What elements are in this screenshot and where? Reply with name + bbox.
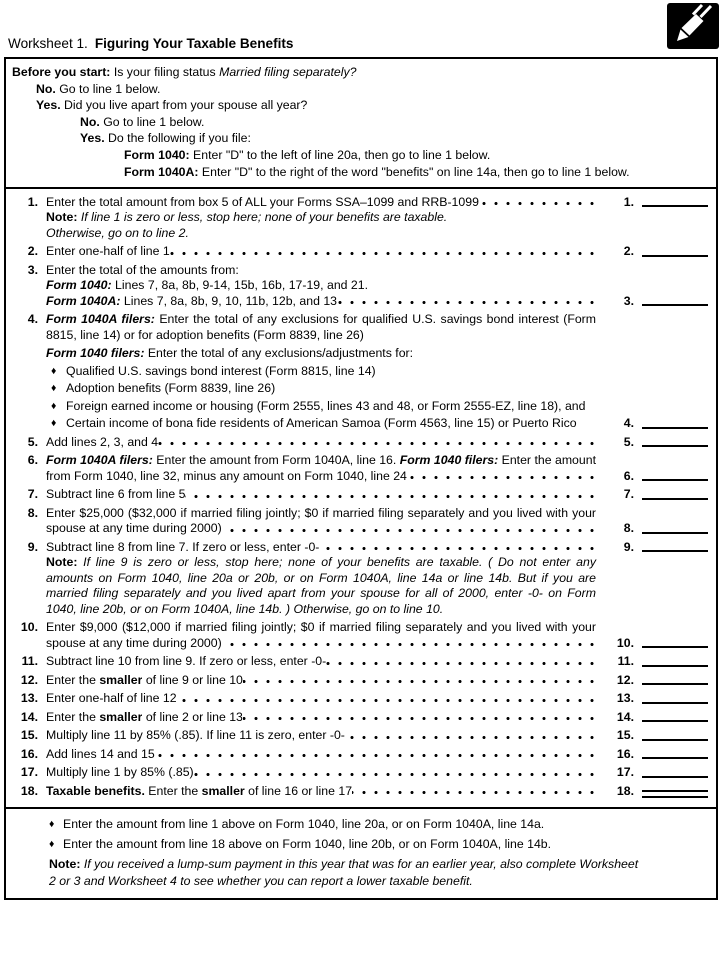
text-segment: Form 1040 filers: bbox=[399, 453, 499, 468]
before-you-start-row-5 bbox=[6, 130, 708, 147]
amount-line-number: 3. bbox=[600, 294, 642, 310]
text-segment: Qualified U.S. savings bond interest (Form 8815, line 14) bbox=[66, 363, 376, 378]
text-segment: Form 1040 filers: bbox=[46, 346, 145, 361]
worksheet-title: Figuring Your Taxable Benefits bbox=[94, 36, 294, 51]
amount-entry-line-5[interactable] bbox=[642, 445, 708, 447]
text-segment: Yes. bbox=[36, 98, 61, 113]
amount-line-number: 13. bbox=[600, 691, 642, 707]
amount-line-number: 6. bbox=[600, 469, 642, 485]
amount-entry-line-13[interactable] bbox=[642, 702, 708, 704]
amount-line-number: 17. bbox=[600, 765, 642, 781]
amount-field-12 bbox=[600, 673, 708, 689]
worksheet-item-7 bbox=[12, 487, 708, 503]
worksheet-text bbox=[46, 453, 708, 484]
worksheet-text bbox=[46, 747, 708, 763]
text-segment: Form 1040A filers: bbox=[46, 312, 155, 327]
amount-entry-line-1[interactable] bbox=[642, 205, 708, 207]
worksheet-text bbox=[46, 654, 708, 670]
item-number: 3. bbox=[27, 262, 38, 277]
diamond-bullet-icon: ♦ bbox=[51, 381, 56, 397]
diamond-bullet-icon: ♦ bbox=[49, 818, 55, 831]
worksheet-item-2 bbox=[12, 244, 708, 260]
before-you-start-row-2 bbox=[6, 81, 708, 98]
text-segment: Form 1040A: bbox=[46, 293, 121, 308]
text-segment: Adoption benefits (Form 8839, line 26) bbox=[66, 381, 276, 396]
amount-entry-line-12[interactable] bbox=[642, 683, 708, 685]
amount-line-number: 16. bbox=[600, 747, 642, 763]
worksheet-text bbox=[46, 244, 708, 260]
footer-bullet-row-1 bbox=[6, 816, 708, 832]
item-number: 6. bbox=[27, 453, 38, 468]
amount-field-17 bbox=[600, 765, 708, 781]
amount-line-number: 10. bbox=[600, 636, 642, 652]
text-segment: Enter the bbox=[144, 783, 202, 798]
amount-entry-line-18[interactable] bbox=[642, 790, 708, 799]
before-you-start-row-4 bbox=[6, 114, 708, 131]
footer-note bbox=[6, 854, 708, 889]
amount-field-2 bbox=[600, 244, 708, 260]
worksheet-item-5 bbox=[12, 435, 708, 451]
footer-bullet-row-2 bbox=[6, 836, 708, 852]
text-segment: If line 9 is zero or less, stop here; none of your benefits are taxable. ( Do not enter any amounts on Form 1040, line 20a or 20b, or on Form 1040A, line 14a or line 14b. But if you are married filing separately and you lived apart from your spouse for all of 2000, enter -0- on Form 1040, line 20b, or on Form 1040A, line 14b. ) Otherwise, go on to line 10. bbox=[46, 555, 596, 616]
worksheet-text bbox=[46, 435, 708, 451]
worksheet-text bbox=[46, 278, 708, 294]
text-segment: Form 1040: bbox=[46, 278, 112, 293]
worksheet-text bbox=[46, 555, 708, 617]
bullet-row bbox=[46, 364, 708, 380]
text-segment: Note: bbox=[49, 857, 81, 872]
amount-field-1 bbox=[600, 195, 708, 211]
item-number: 5. bbox=[27, 434, 38, 449]
amount-line-number: 7. bbox=[600, 487, 642, 503]
before-you-start-row-3 bbox=[6, 97, 708, 114]
text-segment: Add lines 14 and 15 bbox=[46, 746, 155, 761]
worksheet-item-16 bbox=[12, 747, 708, 763]
item-number: 18. bbox=[20, 783, 38, 798]
amount-field-16 bbox=[600, 747, 708, 763]
amount-field-14 bbox=[600, 710, 708, 726]
text-segment: Enter the amount from line 18 above on Form 1040, line 20b, or on Form 1040A, line 14b. bbox=[63, 836, 552, 851]
amount-line-number: 18. bbox=[600, 784, 642, 800]
worksheet-item-13 bbox=[12, 691, 708, 707]
worksheet-text bbox=[46, 195, 708, 211]
worksheet-item-9 bbox=[12, 540, 708, 618]
worksheet-text bbox=[46, 540, 708, 556]
text-segment: Note: bbox=[46, 555, 78, 570]
text-segment: Subtract line 10 from line 9. If zero or less, enter -0- bbox=[46, 654, 327, 669]
worksheet-text bbox=[46, 784, 708, 800]
amount-field-10 bbox=[600, 636, 708, 652]
worksheet-text bbox=[46, 487, 708, 503]
worksheet-item-12 bbox=[12, 673, 708, 689]
amount-entry-line-11[interactable] bbox=[642, 665, 708, 667]
amount-line-number: 5. bbox=[600, 435, 642, 451]
text-segment: Otherwise, go on to line 2. bbox=[46, 225, 189, 240]
amount-entry-line-2[interactable] bbox=[642, 255, 708, 257]
footer-instructions-box bbox=[4, 807, 718, 900]
worksheet-text bbox=[46, 294, 708, 310]
amount-line-number: 2. bbox=[600, 244, 642, 260]
amount-field-4 bbox=[600, 416, 708, 432]
amount-field-9 bbox=[600, 540, 708, 556]
worksheet-text bbox=[46, 673, 708, 689]
worksheet-text bbox=[46, 210, 708, 226]
amount-line-number: 11. bbox=[600, 654, 642, 670]
item-number: 11. bbox=[21, 654, 38, 669]
item-number: 8. bbox=[27, 505, 38, 520]
bullet-row bbox=[46, 381, 708, 397]
text-segment: Enter the total of any exclusions for qualified U.S. savings bond interest (Form 8815, line 14) or for adoption benefits (Form 8839, line 26) bbox=[46, 312, 597, 342]
text-segment: Is your filing status bbox=[110, 65, 220, 79]
item-number: 4. bbox=[27, 312, 38, 327]
worksheet-text bbox=[46, 506, 708, 537]
amount-line-number: 14. bbox=[600, 710, 642, 726]
text-segment: Enter the total of the amounts from: bbox=[46, 262, 239, 277]
text-segment: Married filing separately? bbox=[219, 65, 357, 79]
text-segment: smaller bbox=[99, 709, 143, 724]
text-segment: Enter the bbox=[46, 709, 100, 724]
text-segment: of line 16 or line 17 bbox=[244, 783, 353, 798]
page-title bbox=[8, 36, 294, 51]
amount-entry-line-6[interactable] bbox=[642, 479, 708, 481]
text-segment: Foreign earned income or housing (Form 2555, lines 43 and 48, or Form 2555-EZ, line 18), and bbox=[66, 398, 586, 413]
item-number: 15. bbox=[20, 728, 38, 743]
text-segment: Enter the amount from Form 1040A, line 16. bbox=[152, 453, 400, 468]
amount-entry-line-14[interactable] bbox=[642, 720, 708, 722]
text-segment: No. bbox=[80, 114, 100, 129]
text-segment: Form 1040A filers: bbox=[46, 453, 153, 468]
worksheet-item-3 bbox=[12, 263, 708, 310]
amount-field-18 bbox=[600, 784, 708, 800]
text-segment: Subtract line 6 from line 5 bbox=[46, 487, 186, 502]
item-number: 13. bbox=[20, 691, 38, 706]
amount-field-3 bbox=[600, 294, 708, 310]
amount-entry-line-3[interactable] bbox=[642, 304, 708, 306]
text-segment: smaller bbox=[99, 672, 143, 687]
worksheet-text bbox=[46, 710, 708, 726]
text-segment: Form 1040: bbox=[124, 147, 190, 162]
text-segment: Form 1040A: bbox=[124, 164, 199, 179]
worksheet-text bbox=[46, 312, 708, 343]
before-you-start-row-6 bbox=[6, 147, 708, 164]
amount-line-number: 1. bbox=[600, 195, 642, 211]
item-number: 10. bbox=[20, 620, 38, 635]
worksheet-lines-box bbox=[4, 187, 718, 811]
text-segment: No. bbox=[36, 81, 56, 96]
worksheet-text bbox=[46, 728, 708, 744]
text-segment: Certain income of bona fide residents of American Samoa (Form 4563, line 15) or Puerto Rico bbox=[66, 416, 577, 431]
text-segment: smaller bbox=[201, 783, 245, 798]
worksheet-text bbox=[46, 226, 708, 242]
text-segment: of line 9 or line 10 bbox=[142, 672, 243, 687]
text-segment: If line 1 is zero or less, stop here; none of your benefits are taxable. bbox=[77, 210, 448, 225]
worksheet-text bbox=[46, 765, 708, 781]
text-segment: Did you live apart from your spouse all year? bbox=[60, 98, 308, 113]
pencil-icon bbox=[667, 3, 719, 49]
amount-line-number: 9. bbox=[600, 540, 642, 556]
diamond-bullet-icon: ♦ bbox=[51, 416, 56, 432]
item-number: 16. bbox=[20, 746, 38, 761]
worksheet-item-8 bbox=[12, 506, 708, 537]
amount-line-number: 15. bbox=[600, 728, 642, 744]
text-segment: Before you start: bbox=[12, 65, 111, 79]
text-segment: Yes. bbox=[80, 131, 105, 146]
text-segment: Taxable benefits. bbox=[46, 783, 145, 798]
bullet-row bbox=[46, 416, 708, 432]
worksheet-text bbox=[46, 620, 708, 651]
bullet-row bbox=[46, 399, 708, 415]
text-segment: Add lines 2, 3, and 4 bbox=[46, 434, 159, 449]
worksheet-item-6 bbox=[12, 453, 708, 484]
text-segment: Enter $25,000 ($32,000 if married filing jointly; $0 if married filing separately and you lived with your spouse at any time during 2000) bbox=[46, 505, 596, 536]
text-segment: Enter the amount from line 1 above on Form 1040, line 20a, or on Form 1040A, line 14a. bbox=[63, 817, 545, 832]
worksheet-text bbox=[46, 263, 708, 279]
item-number: 1. bbox=[27, 194, 38, 209]
diamond-bullet-icon: ♦ bbox=[51, 364, 56, 380]
amount-line-number: 4. bbox=[600, 416, 642, 432]
text-segment: Enter one-half of line 1 bbox=[46, 244, 170, 259]
text-segment: Multiply line 1 by 85% (.85) bbox=[46, 765, 194, 780]
before-you-start-row-1 bbox=[6, 64, 708, 81]
worksheet-item-11 bbox=[12, 654, 708, 670]
text-segment: Go to line 1 below. bbox=[55, 81, 161, 96]
text-segment: Enter "D" to the left of line 20a, then go to line 1 below. bbox=[189, 147, 491, 162]
amount-entry-line-4[interactable] bbox=[642, 427, 708, 429]
worksheet-item-15 bbox=[12, 728, 708, 744]
worksheet-number: Worksheet 1. bbox=[8, 36, 88, 51]
worksheet-item-1 bbox=[12, 195, 708, 242]
amount-entry-line-7[interactable] bbox=[642, 498, 708, 500]
worksheet-item-14 bbox=[12, 710, 708, 726]
amount-field-5 bbox=[600, 435, 708, 451]
amount-entry-line-17[interactable] bbox=[642, 776, 708, 778]
text-segment: Enter "D" to the right of the word "benefits" on line 14a, then go to line 1 below. bbox=[198, 164, 630, 179]
amount-entry-line-15[interactable] bbox=[642, 739, 708, 741]
worksheet-body bbox=[4, 57, 718, 900]
item-number: 14. bbox=[20, 709, 38, 724]
worksheet-item-18 bbox=[12, 784, 708, 800]
amount-field-6 bbox=[600, 469, 708, 485]
diamond-bullet-icon: ♦ bbox=[49, 837, 55, 850]
text-segment: of line 2 or line 13 bbox=[142, 709, 243, 724]
amount-line-number: 12. bbox=[600, 673, 642, 689]
before-you-start-box bbox=[4, 57, 718, 189]
text-segment: Lines 7, 8a, 8b, 9, 10, 11b, 12b, and 13 bbox=[120, 293, 338, 308]
before-you-start-row-7 bbox=[6, 164, 708, 181]
text-segment: Enter the bbox=[46, 672, 100, 687]
text-segment: Enter one-half of line 12 bbox=[46, 691, 177, 706]
text-segment: Enter the total of any exclusions/adjustments for: bbox=[144, 346, 414, 361]
amount-field-13 bbox=[600, 691, 708, 707]
worksheet-text bbox=[46, 691, 708, 707]
amount-entry-line-9[interactable] bbox=[642, 550, 708, 552]
text-segment: Subtract line 8 from line 7. If zero or less, enter -0- bbox=[46, 539, 320, 554]
amount-field-7 bbox=[600, 487, 708, 503]
item-number: 2. bbox=[27, 244, 38, 259]
amount-entry-line-10[interactable] bbox=[642, 646, 708, 648]
text-segment: Do the following if you file: bbox=[104, 131, 251, 146]
worksheet-item-10 bbox=[12, 620, 708, 651]
amount-entry-line-8[interactable] bbox=[642, 532, 708, 534]
amount-entry-line-16[interactable] bbox=[642, 757, 708, 759]
item-number: 9. bbox=[27, 539, 38, 554]
amount-field-8 bbox=[600, 521, 708, 537]
text-segment: If you received a lump-sum payment in this year that was for an earlier year, also complete Worksheet 2 or 3 and Worksheet 4 to see whether you can report a lower taxable benefit. bbox=[49, 857, 639, 888]
diamond-bullet-icon: ♦ bbox=[51, 399, 56, 415]
text-segment: Lines 7, 8a, 8b, 9-14, 15b, 16b, 17-19, and 21. bbox=[111, 278, 369, 293]
worksheet-item-17 bbox=[12, 765, 708, 781]
text-segment: Note: bbox=[46, 210, 78, 225]
amount-field-11 bbox=[600, 654, 708, 670]
amount-field-15 bbox=[600, 728, 708, 744]
worksheet-item-4 bbox=[12, 312, 708, 432]
text-segment: Go to line 1 below. bbox=[99, 114, 205, 129]
text-segment: Enter the amount from Form 1040, line 32, minus any amount on Form 1040, line 24 bbox=[46, 453, 596, 483]
text-segment: Multiply line 11 by 85% (.85). If line 11 is zero, enter -0- bbox=[46, 728, 345, 743]
text-segment: Enter $9,000 ($12,000 if married filing jointly; $0 if married filing separately and you lived with your spouse at any time during 2000) bbox=[46, 620, 596, 650]
item-number: 7. bbox=[27, 487, 38, 502]
item-number: 12. bbox=[20, 672, 38, 687]
amount-line-number: 8. bbox=[600, 521, 642, 537]
worksheet-text bbox=[46, 346, 708, 362]
item-number: 17. bbox=[20, 765, 38, 780]
text-segment: Enter the total amount from box 5 of ALL your Forms SSA–1099 and RRB-1099 bbox=[46, 194, 479, 209]
